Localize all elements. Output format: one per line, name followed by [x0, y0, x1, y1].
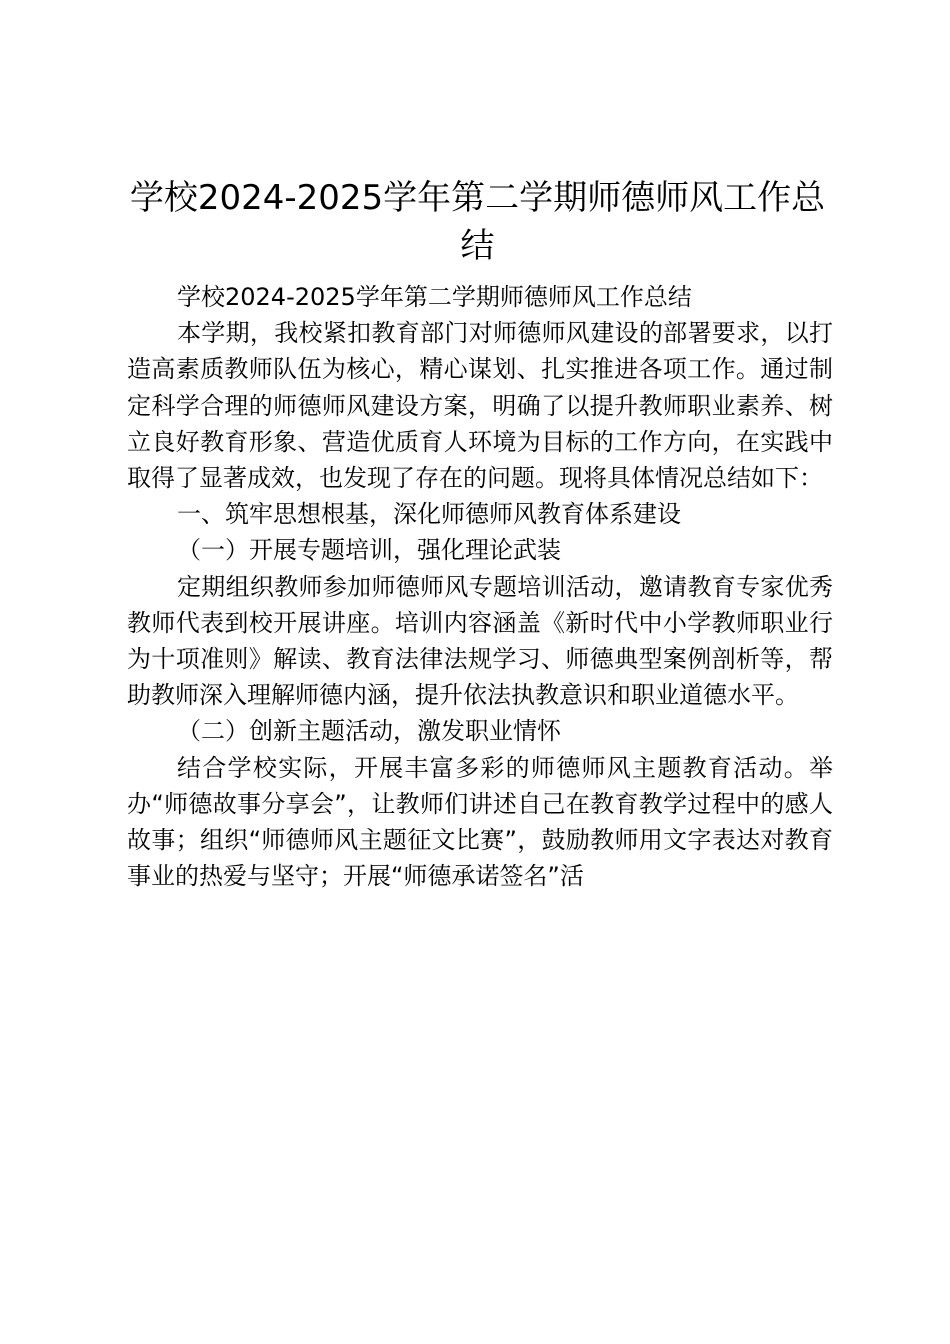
- paragraph-subtitle: 学校2024-2025学年第二学期师德师风工作总结: [177, 283, 692, 311]
- paragraph-training: 定期组织教师参加师德师风专题培训活动，邀请教育专家优秀教师代表到校开展讲座。培训内容涵盖《新时代中小学教师职业行为十项准则》解读、教育法律法规学习、师德典型案例剖析等，帮助教师深入理解师德内涵，提升依法执教意识和职业道德水平。: [127, 572, 833, 710]
- document-body: [127, 279, 833, 894]
- section-heading-1: 一、筑牢思想根基，深化师德师风教育体系建设: [177, 500, 681, 529]
- subsection-heading-2: （二）创新主题活动，激发职业情怀: [177, 717, 561, 746]
- paragraph-intro: 本学期，我校紧扣教育部门对师德师风建设的部署要求，以打造高素质教师队伍为核心，精心谋划、扎实推进各项工作。通过制定科学合理的师德师风建设方案，明确了以提升教师职业素养、树立良好教育形象、营造优质育人环境为目标的工作方向，在实践中取得了显著成效，也发现了存在的问题。现将具体情况总结如下：: [127, 319, 833, 493]
- document-title: 学校2024-2025学年第二学期师德师风工作总结: [129, 178, 826, 266]
- paragraph-activities: 结合学校实际，开展丰富多彩的师德师风主题教育活动。举办“师德故事分享会”，让教师们讲述自己在教育教学过程中的感人故事；组织“师德师风主题征文比赛”，鼓励教师用文字表达对教育事业的热爱与坚守；开展“师德承诺签名”活: [127, 753, 833, 891]
- subsection-heading-1: （一）开展专题培训，强化理论武装: [177, 536, 561, 565]
